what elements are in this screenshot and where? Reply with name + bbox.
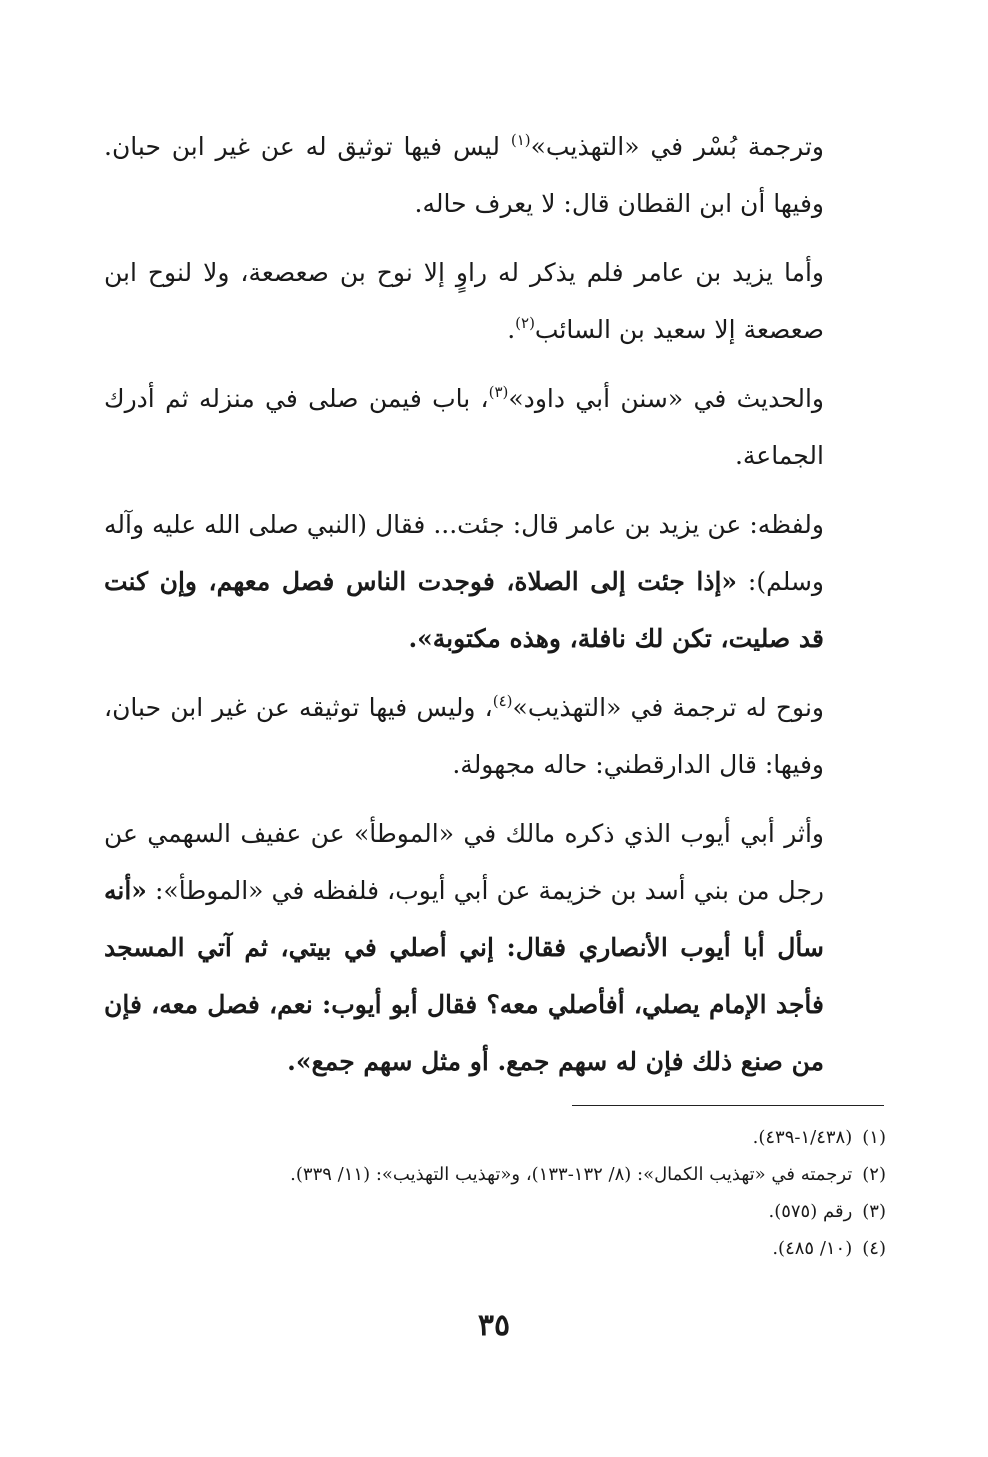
footnote-ref-4: (٤): [492, 692, 513, 710]
page-number: ٣٥: [477, 1308, 511, 1343]
paragraph-5: [104, 679, 824, 793]
footnote-divider: [572, 1105, 884, 1106]
footnote-number: (١): [862, 1127, 886, 1148]
paragraph-text: .: [507, 315, 516, 344]
footnote-number: (٢): [862, 1164, 886, 1185]
hadith-quote: «إذا جئت إلى الصلاة، فوجدت الناس فصل معهم، وإن كنت قد صليت، تكن لك نافلة، وهذه مكتوبة».: [104, 567, 824, 653]
footnote-1: [100, 1119, 886, 1156]
footnote-ref-3: (٣): [488, 383, 509, 401]
paragraph-text: ولفظه: عن يزيد بن عامر قال: جئت... فقال (النبي صلى الله عليه وآله وسلم):: [104, 510, 825, 596]
paragraph-2: [104, 244, 824, 358]
paragraph-3: [104, 370, 824, 484]
footnote-text: ترجمته في «تهذيب الكمال»: (٨/ ١٣٢-١٣٣)، و«تهذيب التهذيب»: (١١/ ٣٣٩).: [290, 1164, 853, 1185]
main-text: [104, 118, 824, 1102]
footnote-ref-1: (١): [510, 131, 531, 149]
footnote-ref-2: (٢): [515, 314, 535, 332]
paragraph-text: ، باب فيمن صلى في منزله ثم أدرك الجماعة.: [104, 384, 824, 470]
paragraph-text: وأثر أبي أيوب الذي ذكره مالك في «الموطأ» عن عفيف السهمي عن رجل من بني أسد بن خزيمة عن أبي أيوب، فلفظه في «الموطأ»:: [104, 819, 824, 905]
paragraph-text: وأما يزيد بن عامر فلم يذكر له راوٍ إلا نوح بن صعصعة، ولا لنوح ابن صعصعة إلا سعيد بن السائب: [104, 258, 824, 344]
paragraph-text: والحديث في «سنن أبي داود»: [508, 384, 824, 413]
athar-quote: «أنه سأل أبا أيوب الأنصاري فقال: إني أصلي في بيتي، ثم آتي المسجد فأجد الإمام يصلي، أفأصلي معه؟ فقال أبو أيوب: نعم، فصل معه، فإن من صنع ذلك فإن له سهم جمع. أو مثل سهم جمع».: [104, 876, 824, 1076]
paragraph-4: [104, 496, 824, 667]
footnote-3: [100, 1193, 886, 1230]
footnote-text: رقم (٥٧٥).: [768, 1201, 853, 1222]
paragraph-6: [104, 805, 824, 1090]
footnotes: [100, 1119, 886, 1267]
paragraph-text: ونوح له ترجمة في «التهذيب»: [512, 693, 825, 722]
footnote-number: (٣): [862, 1201, 886, 1222]
footnote-number: (٤): [862, 1238, 886, 1259]
footnote-text: (١/٤٣٨-٤٣٩).: [752, 1127, 853, 1148]
paragraph-text: ، وليس فيها توثيقه عن غير ابن حبان، وفيها: قال الدارقطني: حاله مجهولة.: [104, 693, 824, 779]
footnote-2: [100, 1156, 886, 1193]
paragraph-text: وترجمة بُسْر في «التهذيب»: [530, 132, 824, 161]
paragraph-1: [104, 118, 824, 232]
paragraph-text: ليس فيها توثيق له عن غير ابن حبان. وفيها أن ابن القطان قال: لا يعرف حاله.: [104, 132, 824, 218]
footnote-text: (١٠/ ٤٨٥).: [772, 1238, 853, 1259]
footnote-4: [100, 1230, 886, 1267]
